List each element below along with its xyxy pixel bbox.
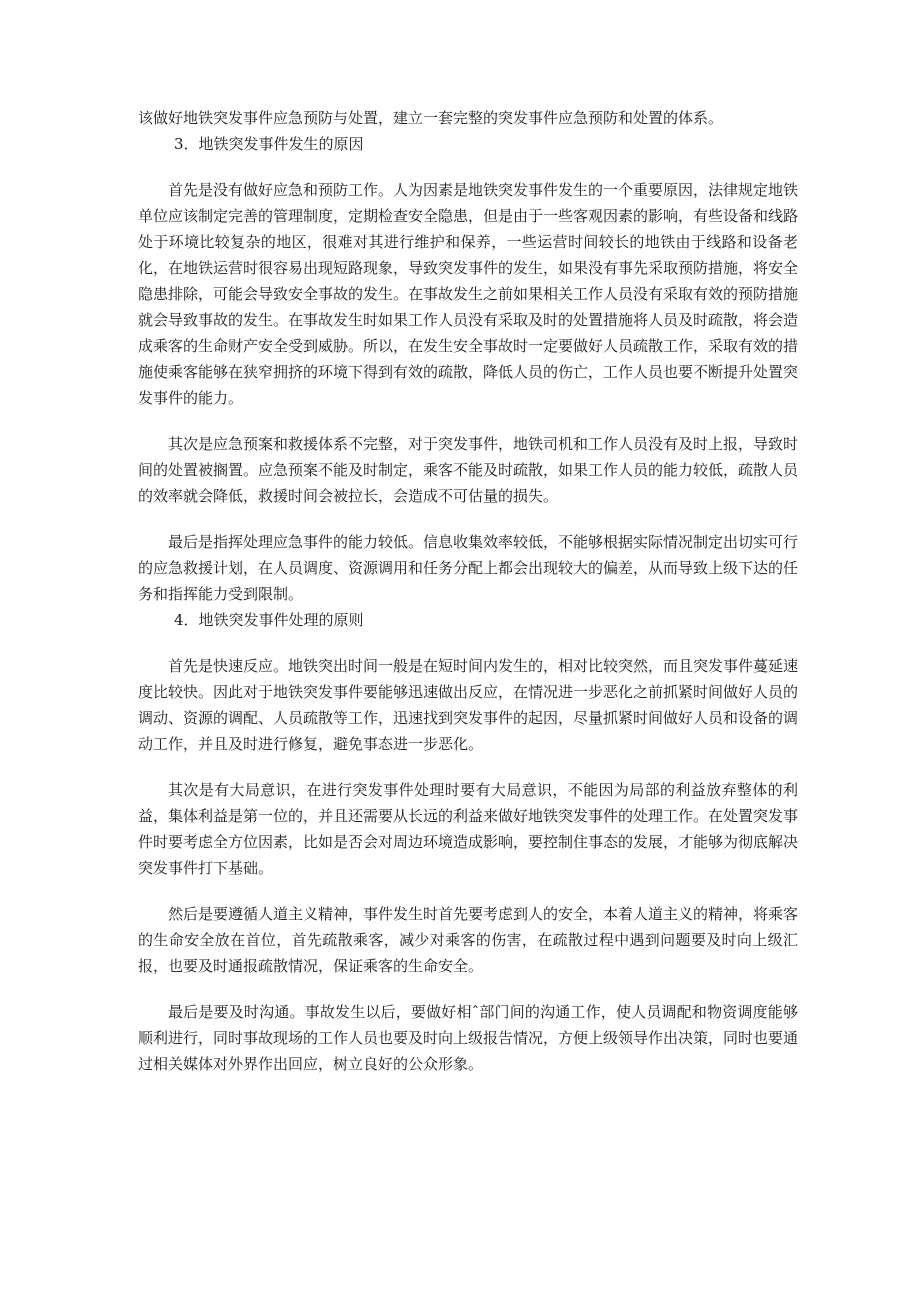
section-4-paragraph-3: 然后是要遵循人道主义精神，事件发生时首先要考虑到人的安全，本着人道主义的精神，将乘客的生命安全放在首位，首先疏散乘客，减少对乘客的伤害，在疏散过程中遇到问题要及时向上级汇报，也要及时通报疏散情况，保证乘客的生命安全。 bbox=[138, 905, 799, 975]
document-page bbox=[138, 105, 798, 1077]
section-4-heading: 4．地铁突发事件处理的原则 bbox=[174, 611, 364, 629]
section-4-paragraph-1: 首先是快速反应。地铁突出时间一般是在短时间内发生的，相对比较突然，而且突发事件蔓延速度比较快。因此对于地铁突发事件要能够迅速做出反应，在情况进一步恶化之前抓紧时间做好人员的调动、资源的调配、人员疏散等工作，迅速找到突发事件的起因，尽量抓紧时间做好人员和设备的调动工作，并且及时进行修复，避免事态进一步恶化。 bbox=[138, 657, 799, 753]
intro-paragraph: 该做好地铁突发事件应急预防与处置，建立一套完整的突发事件应急预防和处置的体系。 bbox=[138, 109, 724, 127]
section-3-paragraph-3: 最后是指挥处理应急事件的能力较低。信息收集效率较低，不能够根据实际情况制定出切实可行的应急救援计划，在人员调度、资源调用和任务分配上都会出现较大的偏差，从而导致上级下达的任务和指挥能力受到限制。 bbox=[138, 533, 799, 603]
section-4-paragraph-2: 其次是有大局意识，在进行突发事件处理时要有大局意识，不能因为局部的利益放弃整体的利益，集体利益是第一位的，并且还需要从长远的利益来做好地铁突发事件的处理工作。在处置突发事件时要考虑全方位因素，比如是否会对周边环境造成影响，要控制住事态的发展，才能够为彻底解决突发事件打下基础。 bbox=[138, 781, 799, 877]
section-3-paragraph-1: 首先是没有做好应急和预防工作。人为因素是地铁突发事件发生的一个重要原因，法律规定地铁单位应该制定完善的管理制度，定期检查安全隐患，但是由于一些客观因素的影响，有些设备和线路处于环境比较复杂的地区，很难对其进行维护和保养，一些运营时间较长的地铁由于线路和设备老化，在地铁运营时很容易出现短路现象，导致突发事件的发生，如果没有事先采取预防措施，将安全隐患排除，可能会导致安全事故的发生。在事故发生之前如果相关工作人员没有采取有效的预防措施就会导致事故的发生。在事故发生时如果工作人员没有采取及时的处置措施将人员及时疏散，将会造成乘客的生命财产安全受到威胁。所以，在发生安全事故时一定要做好人员疏散工作，采取有效的措施使乘客能够在狭窄拥挤的环境下得到有效的疏散，降低人员的伤亡，工作人员也要不断提升处置突发事件的能力。 bbox=[138, 181, 799, 407]
section-3-heading: 3．地铁突发事件发生的原因 bbox=[174, 135, 364, 153]
section-3-paragraph-2: 其次是应急预案和救援体系不完整，对于突发事件，地铁司机和工作人员没有及时上报，导致时间的处置被搁置。应急预案不能及时制定，乘客不能及时疏散，如果工作人员的能力较低，疏散人员的效率就会降低，救援时间会被拉长，会造成不可估量的损失。 bbox=[138, 435, 799, 505]
section-4-paragraph-4: 最后是要及时沟通。事故发生以后，要做好相ˆ部门间的沟通工作，使人员调配和物资调度能够顺利进行，同时事故现场的工作人员也要及时向上级报告情况，方便上级领导作出决策，同时也要通过相关媒体对外界作出回应，树立良好的公众形象。 bbox=[138, 1003, 799, 1073]
